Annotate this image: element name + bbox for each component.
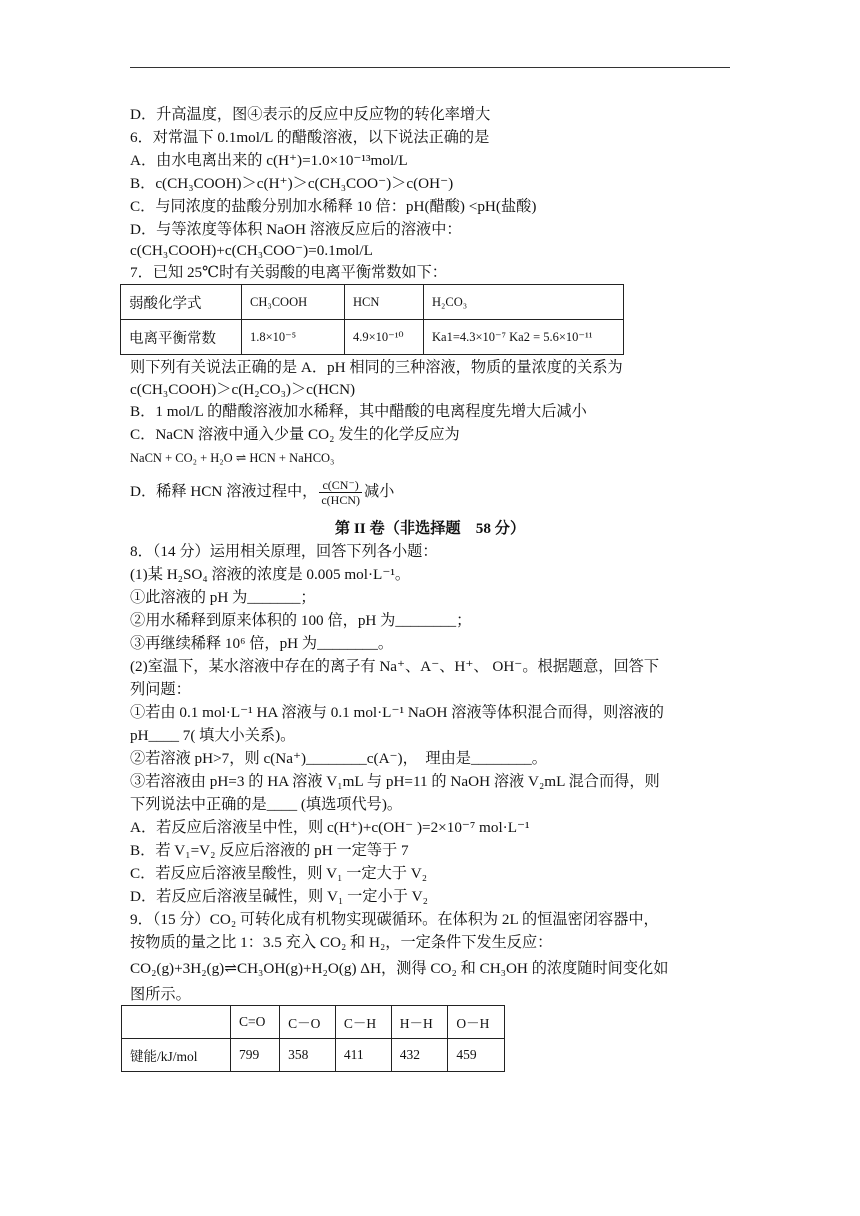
q7-option-a-cont: c(CH₃COOH)＞c(H₂CO₃)＞c(HCN) — [130, 381, 356, 398]
q7-option-c-equation: NaCN + CO₂ + H₂O ⇌ HCN + NaHCO₃ — [130, 451, 335, 465]
q8-option-a: A．若反应后溶液呈中性，则 c(H⁺)+c(OH⁻ )=2×10⁻⁷ mol·L⁻¹ — [130, 819, 530, 836]
table-cell: Ka1=4.3×10⁻⁷ Ka2 = 5.6×10⁻¹¹ — [424, 320, 624, 355]
table-cell: 799 — [231, 1039, 280, 1072]
table-cell: 432 — [391, 1039, 448, 1072]
q6-option-a: A．由水电离出来的 c(H⁺)=1.0×10⁻¹³mol/L — [130, 152, 408, 169]
q9-stem-cont: 按物质的量之比 1：3.5 充入 CO₂ 和 H₂，一定条件下发生反应： — [130, 934, 553, 951]
q6-option-b: B．c(CH₃COOH)＞c(H⁺)＞c(CH₃COO⁻)＞c(OH⁻) — [130, 175, 454, 192]
q6-option-d-cont: c(CH₃COOH)+c(CH₃COO⁻)=0.1mol/L — [130, 242, 373, 259]
q9-stem: 9．（15 分）CO₂ 可转化成有机物实现碳循环。在体积为 2L 的恒温密闭容器中， — [130, 911, 659, 928]
q8-part2-3: ③若溶液由 pH=3 的 HA 溶液 V₁mL 与 pH=11 的 NaOH 溶液 V₂mL 混合而得，则 — [130, 773, 660, 790]
ionization-constant-table — [120, 284, 624, 355]
q6-stem: 6．对常温下 0.1mol/L 的醋酸溶液，以下说法正确的是 — [130, 129, 490, 146]
q8-part2-3-cont: 下列说法中正确的是____ (填选项代号)。 — [130, 796, 403, 813]
table-cell: C－O — [280, 1006, 336, 1039]
q8-option-b: B．若 V₁=V₂ 反应后溶液的 pH 一定等于 7 — [130, 842, 409, 859]
table-cell: O－H — [448, 1006, 505, 1039]
table-cell: H－H — [391, 1006, 448, 1039]
table-cell: 459 — [448, 1039, 505, 1072]
q9-equation: CO₂(g)+3H₂(g)⇌CH₃OH(g)+H₂O(g) ΔH，测得 CO₂ 和 CH₃OH 的浓度随时间变化如 — [130, 960, 669, 977]
q5-option-d: D．升高温度，图④表示的反应中反应物的转化率增大 — [130, 106, 491, 123]
q6-option-d: D．与等浓度等体积 NaOH 溶液反应后的溶液中： — [130, 221, 462, 238]
q7-option-b: B．1 mol/L 的醋酸溶液加水稀释，其中醋酸的电离程度先增大后减小 — [130, 403, 587, 420]
table-cell: 411 — [335, 1039, 391, 1072]
table-cell: C－H — [335, 1006, 391, 1039]
table-cell: HCN — [345, 285, 424, 320]
q7-option-d-tail: 减小 — [363, 482, 395, 500]
section-title: 第 II 卷（非选择题 58 分） — [334, 520, 526, 537]
q8-stem: 8．（14 分）运用相关原理，回答下列各小题： — [130, 543, 438, 560]
q7-option-c: C．NaCN 溶液中通入少量 CO₂ 发生的化学反应为 — [130, 426, 460, 443]
q8-part2-2: ②若溶液 pH>7，则 c(Na⁺)________c(A⁻)， 理由是________。 — [130, 750, 547, 767]
q7-option-a: 则下列有关说法正确的是 A．pH 相同的三种溶液，物质的量浓度的关系为 — [130, 359, 623, 376]
header-rule — [130, 67, 730, 68]
table-row — [122, 1039, 505, 1072]
fraction-denominator: c(HCN) — [321, 493, 360, 507]
concentration-fraction — [319, 478, 362, 507]
q8-part2-1-cont: pH____ 7( 填大小关系)。 — [130, 727, 296, 744]
bond-energy-table — [121, 1005, 505, 1072]
q8-part1-3: ③再继续稀释 10⁶ 倍，pH 为________。 — [130, 635, 394, 652]
fraction-numerator: c(CN⁻) — [319, 478, 362, 493]
q8-part2: (2)室温下，某水溶液中存在的离子有 Na⁺、A⁻、H⁺、 OH⁻。根据题意，回答下 — [130, 658, 660, 675]
table-row — [121, 320, 624, 355]
table-cell: 电离平衡常数 — [121, 320, 242, 355]
table-cell: 4.9×10⁻¹⁰ — [345, 320, 424, 355]
q8-option-c: C．若反应后溶液呈酸性，则 V₁ 一定大于 V₂ — [130, 865, 428, 882]
table-cell: 弱酸化学式 — [121, 285, 242, 320]
q8-part2-1: ①若由 0.1 mol·L⁻¹ HA 溶液与 0.1 mol·L⁻¹ NaOH 溶液等体积混合而得，则溶液的 — [130, 704, 664, 721]
q8-part1-2: ②用水稀释到原来体积的 100 倍，pH 为________； — [130, 612, 472, 629]
table-cell: 1.8×10⁻⁵ — [242, 320, 345, 355]
q7-option-d-text: D．稀释 HCN 溶液过程中， — [130, 482, 318, 500]
table-cell: 键能/kJ/mol — [122, 1039, 231, 1072]
q9-equation-cont: 图所示。 — [130, 986, 191, 1003]
table-cell: C=O — [231, 1006, 280, 1039]
q8-part2-cont: 列问题： — [130, 681, 191, 698]
q8-option-d: D．若反应后溶液呈碱性，则 V₁ 一定小于 V₂ — [130, 888, 428, 905]
table-row — [122, 1006, 505, 1039]
q8-part1: (1)某 H₂SO₄ 溶液的浓度是 0.005 mol·L⁻¹。 — [130, 566, 411, 583]
table-cell: H₂CO₃ — [424, 285, 624, 320]
q6-option-c: C．与同浓度的盐酸分别加水稀释 10 倍：pH(醋酸) <pH(盐酸) — [130, 198, 537, 215]
q7-stem: 7．已知 25℃时有关弱酸的电离平衡常数如下： — [130, 264, 447, 281]
table-row — [121, 285, 624, 320]
q8-part1-1: ①此溶液的 pH 为_______； — [130, 589, 316, 606]
q7-option-d — [130, 478, 394, 507]
table-cell: CH₃COOH — [242, 285, 345, 320]
table-cell — [122, 1006, 231, 1039]
table-cell: 358 — [280, 1039, 336, 1072]
